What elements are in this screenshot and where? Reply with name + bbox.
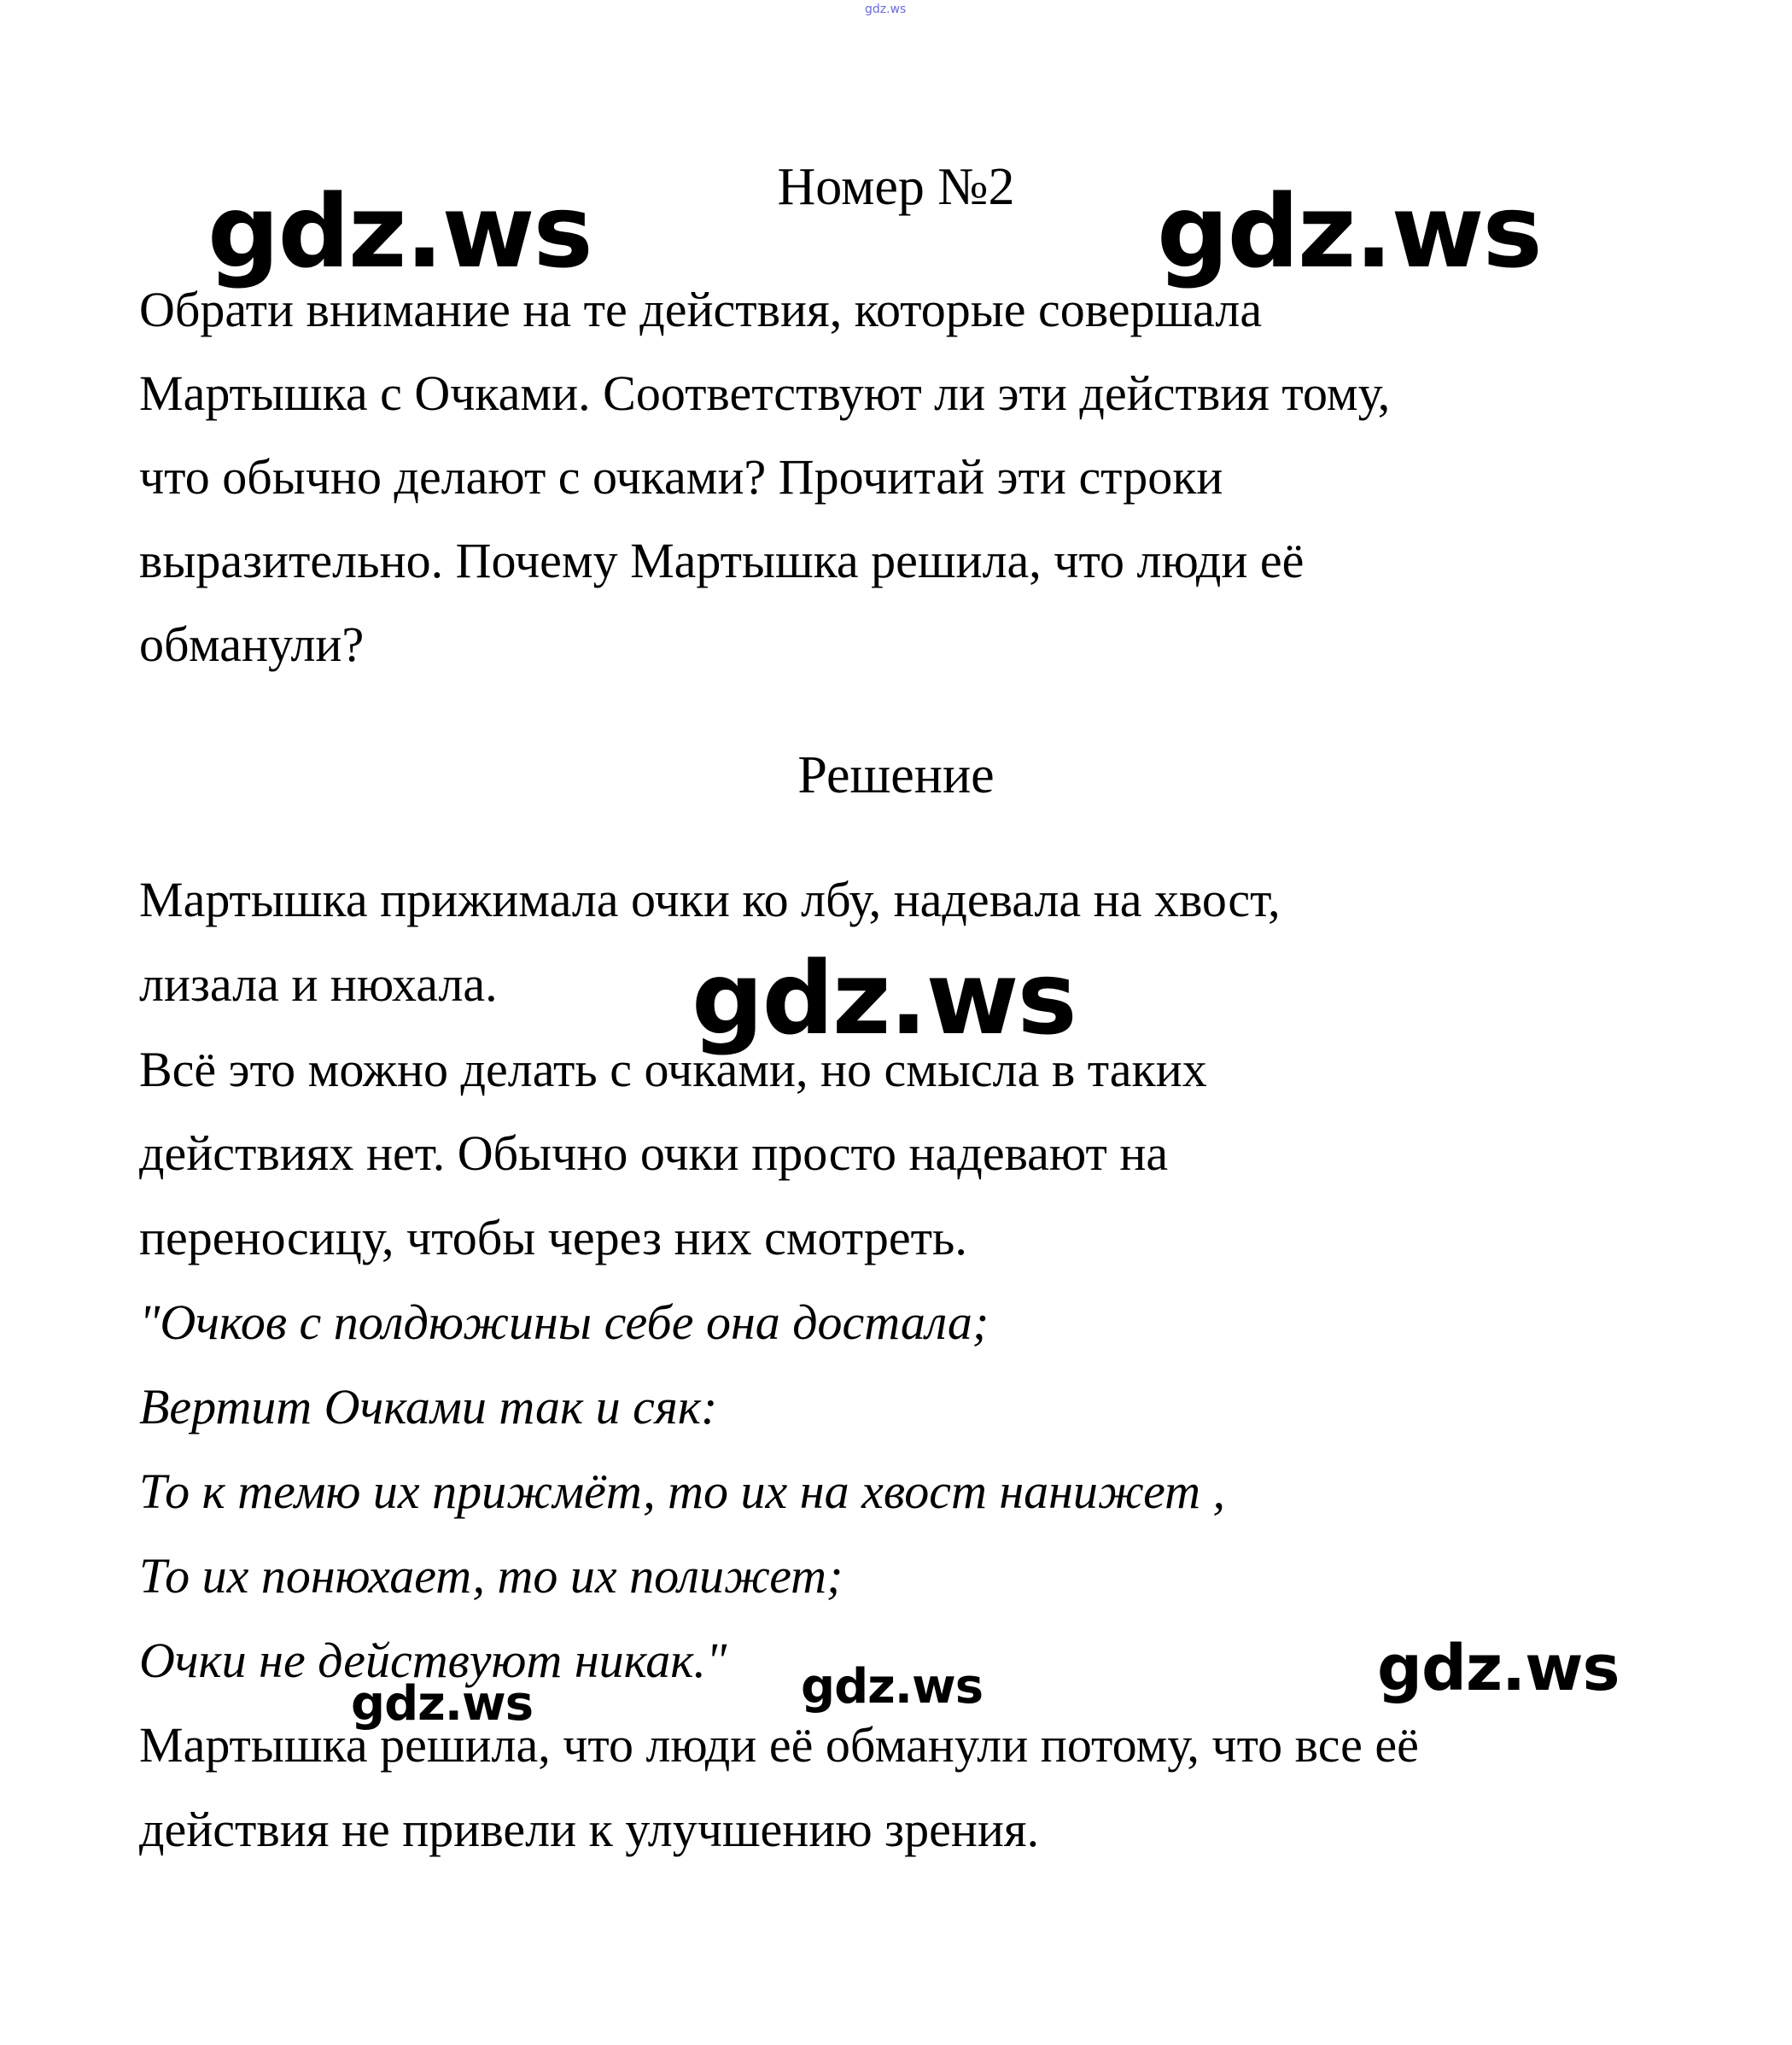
task-line: обманули? — [139, 616, 365, 672]
task-line: Обрати внимание на те действия, которые совершала — [139, 282, 1263, 337]
solution-line: действиях нет. Обычно очки просто надевают на — [139, 1125, 1169, 1181]
solution-line: Мартышка прижимала очки ко лбу, надевала на хвост, — [139, 872, 1281, 927]
solution-line: Всё это можно делать с очками, но смысла в таких — [139, 1042, 1207, 1097]
task-title: Номер №2 — [777, 158, 1015, 216]
quote-line: То их понюхает, то их полижет; — [139, 1548, 843, 1604]
watermark: gdz.ws — [692, 939, 1076, 1057]
watermark: gdz.ws — [801, 1659, 984, 1715]
task-line: что обычно делают с очками? Прочитай эти строки — [139, 449, 1223, 505]
solution-line: переносицу, чтобы через них смотреть. — [139, 1210, 967, 1265]
quote-line: Очки не действуют никак." — [139, 1633, 727, 1688]
top-watermark: gdz.ws — [865, 3, 907, 16]
task-line: Мартышка с Очками. Соответствуют ли эти действия тому, — [139, 365, 1391, 421]
conclusion-line: действия не привели к улучшению зрения. — [139, 1802, 1040, 1857]
quote-line: Вертит Очками так и сяк: — [139, 1379, 718, 1434]
watermark: gdz.ws — [207, 172, 592, 290]
quote-line: "Очков с полдюжины себе она достала; — [139, 1294, 989, 1350]
watermark: gdz.ws — [351, 1676, 534, 1732]
quote-line: То к темю их прижмёт, то их на хвост нанижет , — [139, 1464, 1225, 1519]
solution-line: лизала и нюхала. — [139, 956, 498, 1012]
conclusion-line: Мартышка решила, что люди её обманули потому, что все её — [139, 1717, 1419, 1773]
solution-title: Решение — [797, 746, 995, 804]
watermark: gdz.ws — [1377, 1632, 1620, 1705]
task-line: выразительно. Почему Мартышка решила, что люди её — [139, 533, 1305, 588]
watermark: gdz.ws — [1157, 172, 1541, 290]
